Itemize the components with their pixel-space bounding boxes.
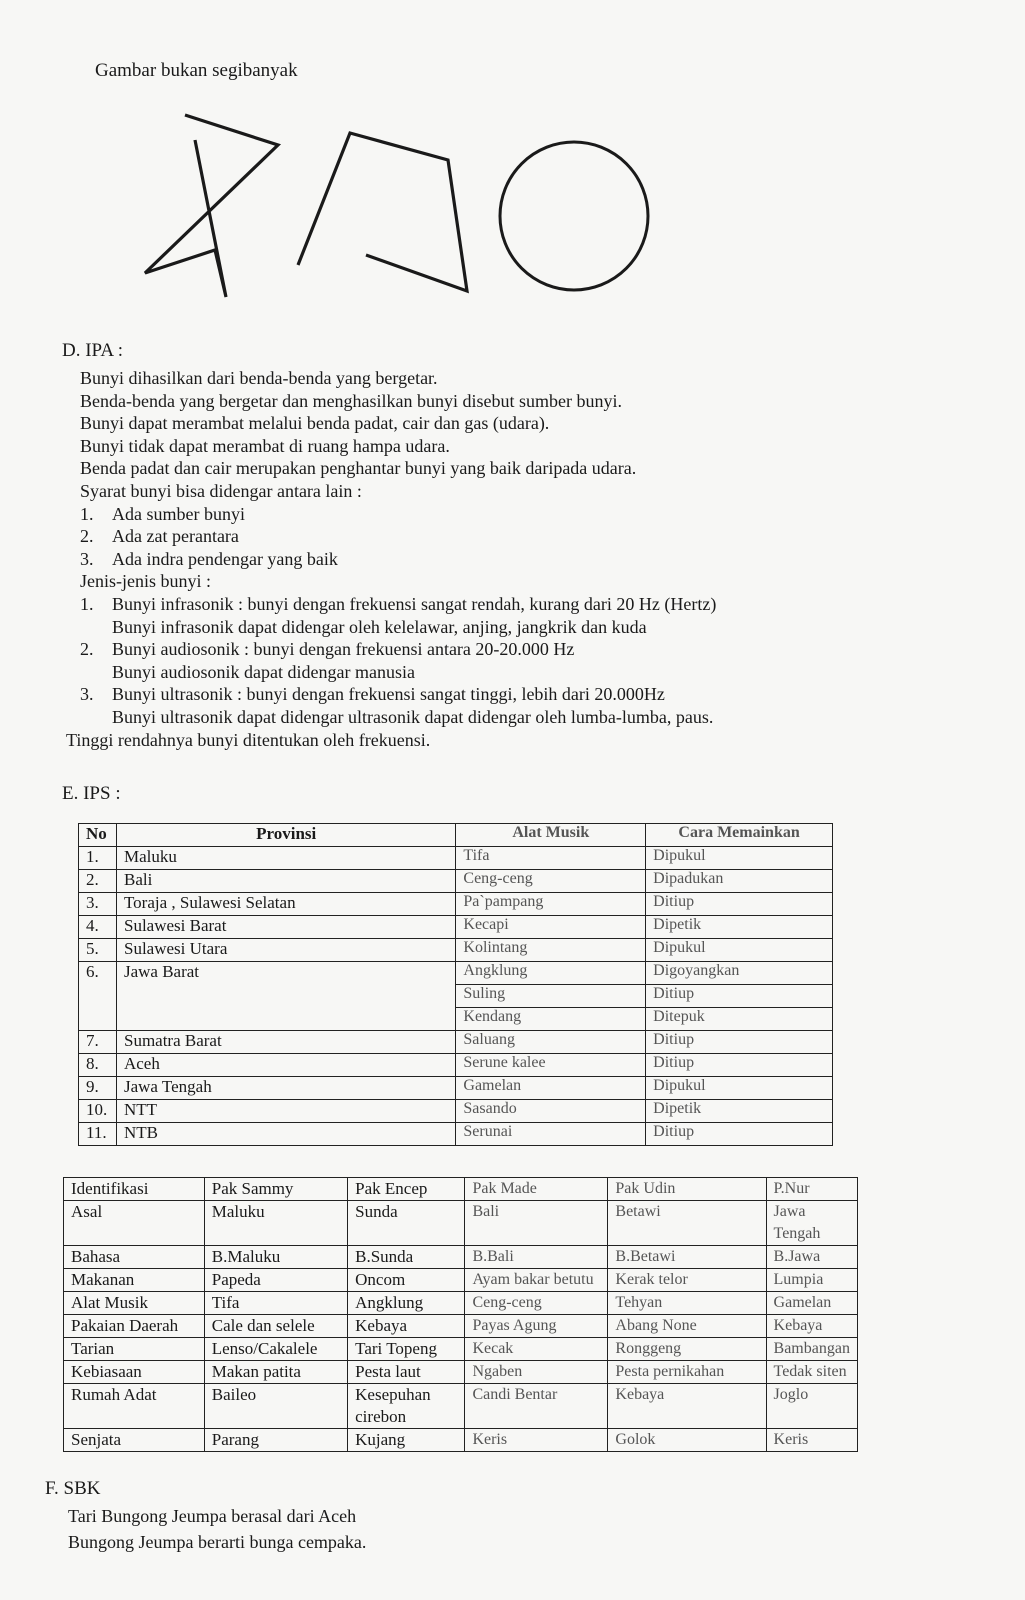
table-row bbox=[79, 893, 833, 916]
table-cell: Ditiup bbox=[646, 1123, 833, 1146]
table-cell: B.Betawi bbox=[608, 1246, 766, 1269]
ipa-line: Bunyi dapat merambat melalui benda padat, cair dan gas (udara). bbox=[80, 413, 550, 434]
table-cell: Kolintang bbox=[456, 939, 646, 962]
jenis-heading: Jenis-jenis bunyi : bbox=[80, 571, 211, 592]
table-cell: 10. bbox=[79, 1100, 117, 1123]
table-cell: Ditiup bbox=[646, 893, 833, 916]
table-cell: Keris bbox=[465, 1429, 608, 1452]
table-cell: Ditiup bbox=[646, 985, 833, 1008]
table-cell: Serune kalee bbox=[456, 1054, 646, 1077]
table-cell: Gamelan bbox=[456, 1077, 646, 1100]
table-header-cell: Identifikasi bbox=[64, 1178, 205, 1201]
table-cell: Kendang bbox=[456, 1008, 646, 1031]
syarat-item: 2. Ada zat perantara bbox=[80, 526, 239, 547]
table-cell: Baileo bbox=[204, 1384, 347, 1429]
ipa-line: Syarat bunyi bisa didengar antara lain : bbox=[80, 480, 362, 501]
table-cell: 7. bbox=[79, 1031, 117, 1054]
ipa-content bbox=[66, 367, 840, 751]
table-row bbox=[64, 1246, 858, 1269]
table-cell: Saluang bbox=[456, 1031, 646, 1054]
table-cell: Kecak bbox=[465, 1338, 608, 1361]
table-row bbox=[79, 847, 833, 870]
table-cell: Makan patita bbox=[204, 1361, 347, 1384]
table-cell: Toraja , Sulawesi Selatan bbox=[116, 893, 455, 916]
table-cell: Ayam bakar betutu bbox=[465, 1269, 608, 1292]
table-header-cell: Pak Sammy bbox=[204, 1178, 347, 1201]
table-cell: 11. bbox=[79, 1123, 117, 1146]
table-row bbox=[79, 939, 833, 962]
table-cell: 1. bbox=[79, 847, 117, 870]
table-row bbox=[79, 1054, 833, 1077]
jenis-detail: Bunyi infrasonik dapat didengar oleh kelelawar, anjing, jangkrik dan kuda bbox=[112, 616, 647, 637]
table-cell: Candi Bentar bbox=[465, 1384, 608, 1429]
jenis-detail: Bunyi audiosonik dapat didengar manusia bbox=[112, 661, 415, 682]
table-cell: Ngaben bbox=[465, 1361, 608, 1384]
table-cell: Tari Topeng bbox=[348, 1338, 465, 1361]
table-cell: 6. bbox=[79, 962, 117, 985]
syarat-item: 1. Ada sumber bunyi bbox=[80, 503, 245, 524]
table-header-row bbox=[79, 824, 833, 847]
table-cell: Bambangan bbox=[766, 1338, 857, 1361]
ipa-line: Bunyi dihasilkan dari benda-benda yang bergetar. bbox=[80, 368, 438, 388]
table-cell: Pesta pernikahan bbox=[608, 1361, 766, 1384]
table-row bbox=[64, 1338, 858, 1361]
table-cell: NTB bbox=[116, 1123, 455, 1146]
table-header-cell: Pak Made bbox=[465, 1178, 608, 1201]
table-cell: Kecapi bbox=[456, 916, 646, 939]
table-cell: Makanan bbox=[64, 1269, 205, 1292]
table-cell: Kebaya bbox=[766, 1315, 857, 1338]
table-cell: Betawi bbox=[608, 1201, 766, 1246]
table-header-row bbox=[64, 1178, 858, 1201]
table-cell: Lumpia bbox=[766, 1269, 857, 1292]
ipa-line: Benda-benda yang bergetar dan menghasilkan bunyi disebut sumber bunyi. bbox=[80, 390, 623, 411]
table-cell: Ditiup bbox=[646, 1031, 833, 1054]
table-header-cell: No bbox=[79, 824, 117, 847]
table-cell: Suling bbox=[456, 985, 646, 1008]
table-cell: Papeda bbox=[204, 1269, 347, 1292]
table-cell: B.Jawa bbox=[766, 1246, 857, 1269]
table-cell: Ditepuk bbox=[646, 1008, 833, 1031]
table-row bbox=[79, 1008, 833, 1031]
table-cell: Sunda bbox=[348, 1201, 465, 1246]
table-row bbox=[79, 1100, 833, 1123]
sbk-line: Tari Bungong Jeumpa berasal dari Aceh bbox=[68, 1506, 357, 1526]
jenis-item: 3. Bunyi ultrasonik : bunyi dengan frekuensi sangat tinggi, lebih dari 20.000Hz bbox=[80, 684, 665, 705]
section-heading-sbk: F. SBK bbox=[45, 1478, 101, 1499]
table-cell: Bali bbox=[465, 1201, 608, 1246]
table-cell: Ceng-ceng bbox=[465, 1292, 608, 1315]
table-cell: Maluku bbox=[204, 1201, 347, 1246]
table-cell: Serunai bbox=[456, 1123, 646, 1146]
page-title: Gambar bukan segibanyak bbox=[95, 60, 298, 81]
table-cell: Alat Musik bbox=[64, 1292, 205, 1315]
table-cell: Abang None bbox=[608, 1315, 766, 1338]
table-row bbox=[64, 1361, 858, 1384]
table-cell: Asal bbox=[64, 1201, 205, 1246]
table-header-cell: Cara Memainkan bbox=[646, 824, 833, 847]
table-cell bbox=[116, 985, 455, 1008]
table-row bbox=[79, 916, 833, 939]
table-row bbox=[64, 1315, 858, 1338]
table-cell: Ronggeng bbox=[608, 1338, 766, 1361]
table-cell: Parang bbox=[204, 1429, 347, 1452]
sbk-content bbox=[68, 1503, 366, 1555]
syarat-item: 3. Ada indra pendengar yang baik bbox=[80, 548, 338, 569]
table-cell: NTT bbox=[116, 1100, 455, 1123]
table-cell: Cale dan selele bbox=[204, 1315, 347, 1338]
table-cell: 5. bbox=[79, 939, 117, 962]
table-cell: Kujang bbox=[348, 1429, 465, 1452]
table-cell: Tedak siten bbox=[766, 1361, 857, 1384]
section-heading-ipa: D. IPA : bbox=[62, 340, 124, 361]
table-cell: Kebaya bbox=[608, 1384, 766, 1429]
non-polygon-figures bbox=[130, 105, 670, 305]
table-cell: Dipukul bbox=[646, 847, 833, 870]
table-row bbox=[79, 962, 833, 985]
table-row bbox=[64, 1201, 858, 1246]
ipa-line: Bunyi tidak dapat merambat di ruang hampa udara. bbox=[80, 435, 450, 456]
table-cell: Sulawesi Barat bbox=[116, 916, 455, 939]
table-cell: Pesta laut bbox=[348, 1361, 465, 1384]
table-cell: 8. bbox=[79, 1054, 117, 1077]
table-cell: 3. bbox=[79, 893, 117, 916]
table-cell: Kerak telor bbox=[608, 1269, 766, 1292]
table-cell: Ditiup bbox=[646, 1054, 833, 1077]
table-row bbox=[64, 1292, 858, 1315]
table-cell: Angklung bbox=[348, 1292, 465, 1315]
table-cell: Lenso/Cakalele bbox=[204, 1338, 347, 1361]
table-cell: Sulawesi Utara bbox=[116, 939, 455, 962]
table-cell: Sumatra Barat bbox=[116, 1031, 455, 1054]
table-cell: Bahasa bbox=[64, 1246, 205, 1269]
table-cell: Dipukul bbox=[646, 1077, 833, 1100]
table-cell: B.Maluku bbox=[204, 1246, 347, 1269]
ipa-line: Benda padat dan cair merupakan penghantar bunyi yang baik daripada udara. bbox=[80, 458, 637, 479]
culture-identification-table bbox=[63, 1177, 858, 1452]
table-cell: Gamelan bbox=[766, 1292, 857, 1315]
table-cell: Jawa Tengah bbox=[116, 1077, 455, 1100]
table-cell bbox=[116, 1008, 455, 1031]
table-cell: Payas Agung bbox=[465, 1315, 608, 1338]
section-heading-ips: E. IPS : bbox=[62, 783, 121, 804]
table-cell: Digoyangkan bbox=[646, 962, 833, 985]
zigzag-shape bbox=[145, 115, 278, 297]
table-cell: Kebiasaan bbox=[64, 1361, 205, 1384]
table-cell: Keris bbox=[766, 1429, 857, 1452]
table-cell: 2. bbox=[79, 870, 117, 893]
table-cell: Maluku bbox=[116, 847, 455, 870]
table-cell: Tifa bbox=[456, 847, 646, 870]
table-cell: Joglo bbox=[766, 1384, 857, 1429]
table-cell: Aceh bbox=[116, 1054, 455, 1077]
table-cell: Jawa Tengah bbox=[766, 1201, 857, 1246]
jenis-detail: Bunyi ultrasonik dapat didengar ultrasonik dapat didengar oleh lumba-lumba, paus. bbox=[112, 706, 714, 727]
table-cell: Jawa Barat bbox=[116, 962, 455, 985]
table-cell: Pakaian Daerah bbox=[64, 1315, 205, 1338]
table-cell: Kebaya bbox=[348, 1315, 465, 1338]
table-cell bbox=[79, 1008, 117, 1031]
table-row bbox=[79, 1077, 833, 1100]
open-quadrilateral-shape bbox=[298, 133, 467, 291]
table-cell: 9. bbox=[79, 1077, 117, 1100]
table-header-cell: P.Nur bbox=[766, 1178, 857, 1201]
table-cell: Dipetik bbox=[646, 1100, 833, 1123]
table-header-cell: Pak Udin bbox=[608, 1178, 766, 1201]
table-cell: Dipadukan bbox=[646, 870, 833, 893]
table-cell bbox=[79, 985, 117, 1008]
table-cell: Oncom bbox=[348, 1269, 465, 1292]
table-row bbox=[79, 985, 833, 1008]
table-cell: Tehyan bbox=[608, 1292, 766, 1315]
ipa-closing: Tinggi rendahnya bunyi ditentukan oleh frekuensi. bbox=[66, 729, 431, 750]
table-cell: Pa`pampang bbox=[456, 893, 646, 916]
table-cell: Golok bbox=[608, 1429, 766, 1452]
table-cell: Rumah Adat bbox=[64, 1384, 205, 1429]
table-cell: Sasando bbox=[456, 1100, 646, 1123]
table-cell: Kesepuhan cirebon bbox=[348, 1384, 465, 1429]
jenis-item: 1. Bunyi infrasonik : bunyi dengan frekuensi sangat rendah, kurang dari 20 Hz (Hertz) bbox=[80, 593, 717, 614]
table-cell: Tarian bbox=[64, 1338, 205, 1361]
table-row bbox=[79, 1031, 833, 1054]
table-cell: 4. bbox=[79, 916, 117, 939]
table-cell: Dipukul bbox=[646, 939, 833, 962]
table-header-cell: Provinsi bbox=[116, 824, 455, 847]
table-cell: Tifa bbox=[204, 1292, 347, 1315]
table-cell: Dipetik bbox=[646, 916, 833, 939]
table-cell: Bali bbox=[116, 870, 455, 893]
table-cell: Senjata bbox=[64, 1429, 205, 1452]
table-row bbox=[64, 1429, 858, 1452]
table-row bbox=[64, 1384, 858, 1429]
table-row bbox=[79, 870, 833, 893]
table-cell: Angklung bbox=[456, 962, 646, 985]
table-row bbox=[79, 1123, 833, 1146]
circle-shape bbox=[500, 142, 648, 290]
table-header-cell: Alat Musik bbox=[456, 824, 646, 847]
table-header-cell: Pak Encep bbox=[348, 1178, 465, 1201]
table-cell: Ceng-ceng bbox=[456, 870, 646, 893]
table-cell: B.Sunda bbox=[348, 1246, 465, 1269]
sbk-line: Bungong Jeumpa berarti bunga cempaka. bbox=[68, 1532, 367, 1552]
table-cell: B.Bali bbox=[465, 1246, 608, 1269]
table-row bbox=[64, 1269, 858, 1292]
music-instrument-table bbox=[78, 823, 833, 1146]
jenis-item: 2. Bunyi audiosonik : bunyi dengan frekuensi antara 20-20.000 Hz bbox=[80, 639, 575, 660]
